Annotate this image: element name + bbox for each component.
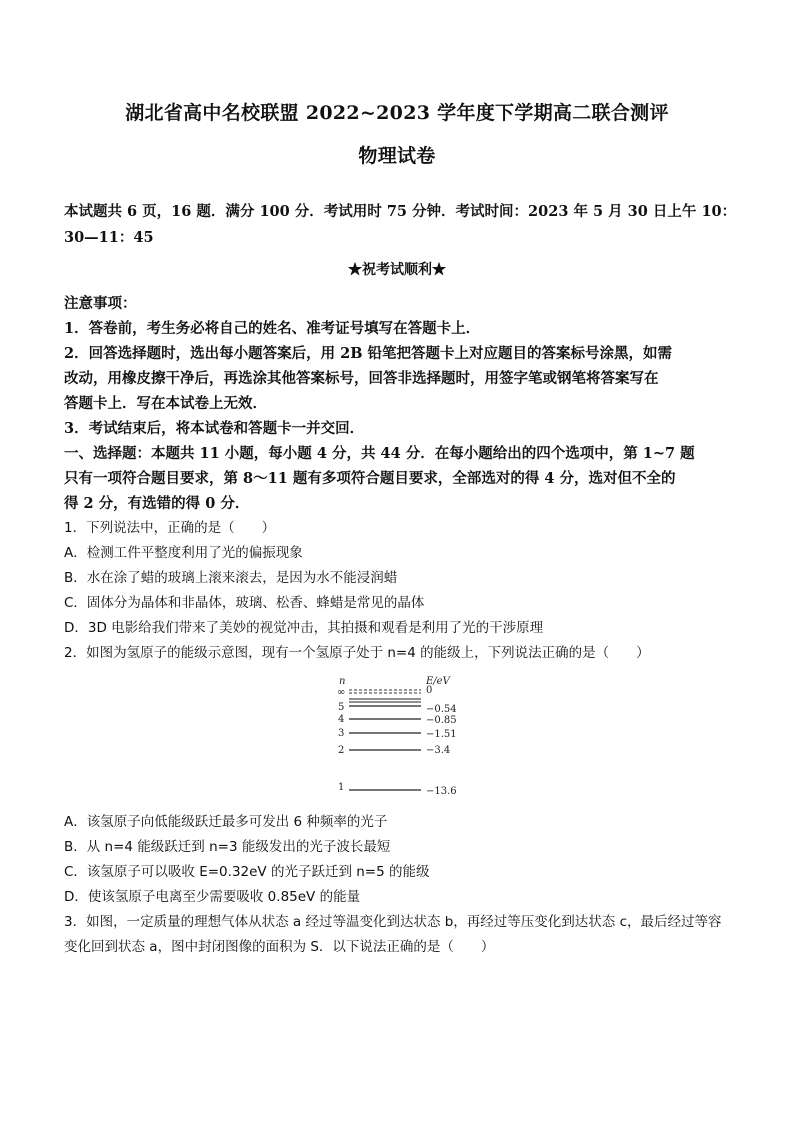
exam-subtitle: 物理试卷 bbox=[358, 145, 436, 167]
section-intro-2: 只有一项符合题目要求，第 8～11 题有多项符合题目要求，全部选对的得 4 分，选对但不全的 bbox=[64, 470, 676, 487]
q1-option-a: A．检测工件平整度利用了光的偏振现象 bbox=[64, 545, 303, 561]
q1-stem: 1．下列说法中，正确的是（ ） bbox=[64, 520, 276, 536]
q2-stem: 2．如图为氢原子的能级示意图，现有一个氢原子处于 n=4 的能级上，下列说法正确的是（ ） bbox=[64, 645, 650, 661]
energy-axis-label: E/eV bbox=[426, 676, 450, 687]
q2-option-a: A．该氢原子向低能级跃迁最多可发出 6 种频率的光子 bbox=[64, 814, 388, 830]
section-intro-1: 一、选择题：本题共 11 小题，每小题 4 分，共 44 分．在每小题给出的四个选项中，第 1~7 题 bbox=[64, 445, 695, 462]
level-n-2: 2 bbox=[338, 745, 345, 756]
energy-level-diagram bbox=[333, 672, 463, 796]
level-n-1: 1 bbox=[338, 782, 345, 793]
level-n-3: 3 bbox=[338, 728, 345, 739]
level-n-4: 4 bbox=[338, 714, 345, 725]
level-energy-1: −13.6 bbox=[426, 786, 457, 796]
note-3: 3．考试结束后，将本试卷和答题卡一并交回． bbox=[64, 420, 365, 437]
note-2: 2．回答选择题时，选出每小题答案后，用 2B 铅笔把答题卡上对应题目的答案标号涂黑，如需 bbox=[64, 345, 673, 362]
q2-option-b: B．从 n=4 能级跃迁到 n=3 能级发出的光子波长最短 bbox=[64, 839, 391, 855]
n-axis-label: n bbox=[339, 676, 346, 687]
q3-stem-1: 3．如图，一定质量的理想气体从状态 a 经过等温变化到达状态 b，再经过等压变化到达状态 c，最后经过等容 bbox=[64, 914, 722, 930]
level-energy-4: −0.85 bbox=[426, 715, 457, 726]
level-energy-inf: 0 bbox=[426, 685, 433, 696]
q1-option-d: D．3D 电影给我们带来了美妙的视觉冲击，其拍摄和观看是利用了光的干涉原理 bbox=[64, 620, 544, 636]
note-2-cont: 改动，用橡皮擦干净后，再选涂其他答案标号，回答非选择题时，用签字笔或钢笔将答案写在 bbox=[64, 370, 659, 387]
info-line-1: 本试题共 6 页，16 题．满分 100 分．考试用时 75 分钟．考试时间：2023 年 5 月 30 日上午 10： bbox=[64, 203, 737, 220]
level-energy-5: −0.54 bbox=[426, 704, 457, 715]
blessing-text: ★祝考试顺利★ bbox=[348, 262, 446, 278]
level-n-5: 5 bbox=[338, 702, 345, 713]
section-intro-3: 得 2 分，有选错的得 0 分． bbox=[64, 495, 250, 512]
notes-heading: 注意事项： bbox=[64, 295, 137, 312]
level-energy-2: −3.4 bbox=[426, 745, 451, 756]
note-2-cont2: 答题卡上．写在本试卷上无效． bbox=[64, 395, 267, 412]
info-line-2: 30—11：45 bbox=[64, 229, 154, 246]
level-n-inf: ∞ bbox=[337, 687, 346, 698]
q2-option-c: C．该氢原子可以吸收 E=0.32eV 的光子跃迁到 n=5 的能级 bbox=[64, 864, 430, 880]
q1-option-b: B．水在涂了蜡的玻璃上滚来滚去，是因为水不能浸润蜡 bbox=[64, 570, 398, 586]
q2-option-d: D．使该氢原子电离至少需要吸收 0.85eV 的能量 bbox=[64, 889, 361, 905]
q3-stem-2: 变化回到状态 a，图中封闭图像的面积为 S．以下说法正确的是（ ） bbox=[64, 939, 495, 955]
level-energy-3: −1.51 bbox=[426, 729, 457, 740]
exam-title: 湖北省高中名校联盟 2022~2023 学年度下学期高二联合测评 bbox=[125, 102, 669, 124]
note-1: 1．答卷前，考生务必将自己的姓名、准考证号填写在答题卡上． bbox=[64, 320, 481, 337]
q1-option-c: C．固体分为晶体和非晶体，玻璃、松香、蜂蜡是常见的晶体 bbox=[64, 595, 425, 611]
